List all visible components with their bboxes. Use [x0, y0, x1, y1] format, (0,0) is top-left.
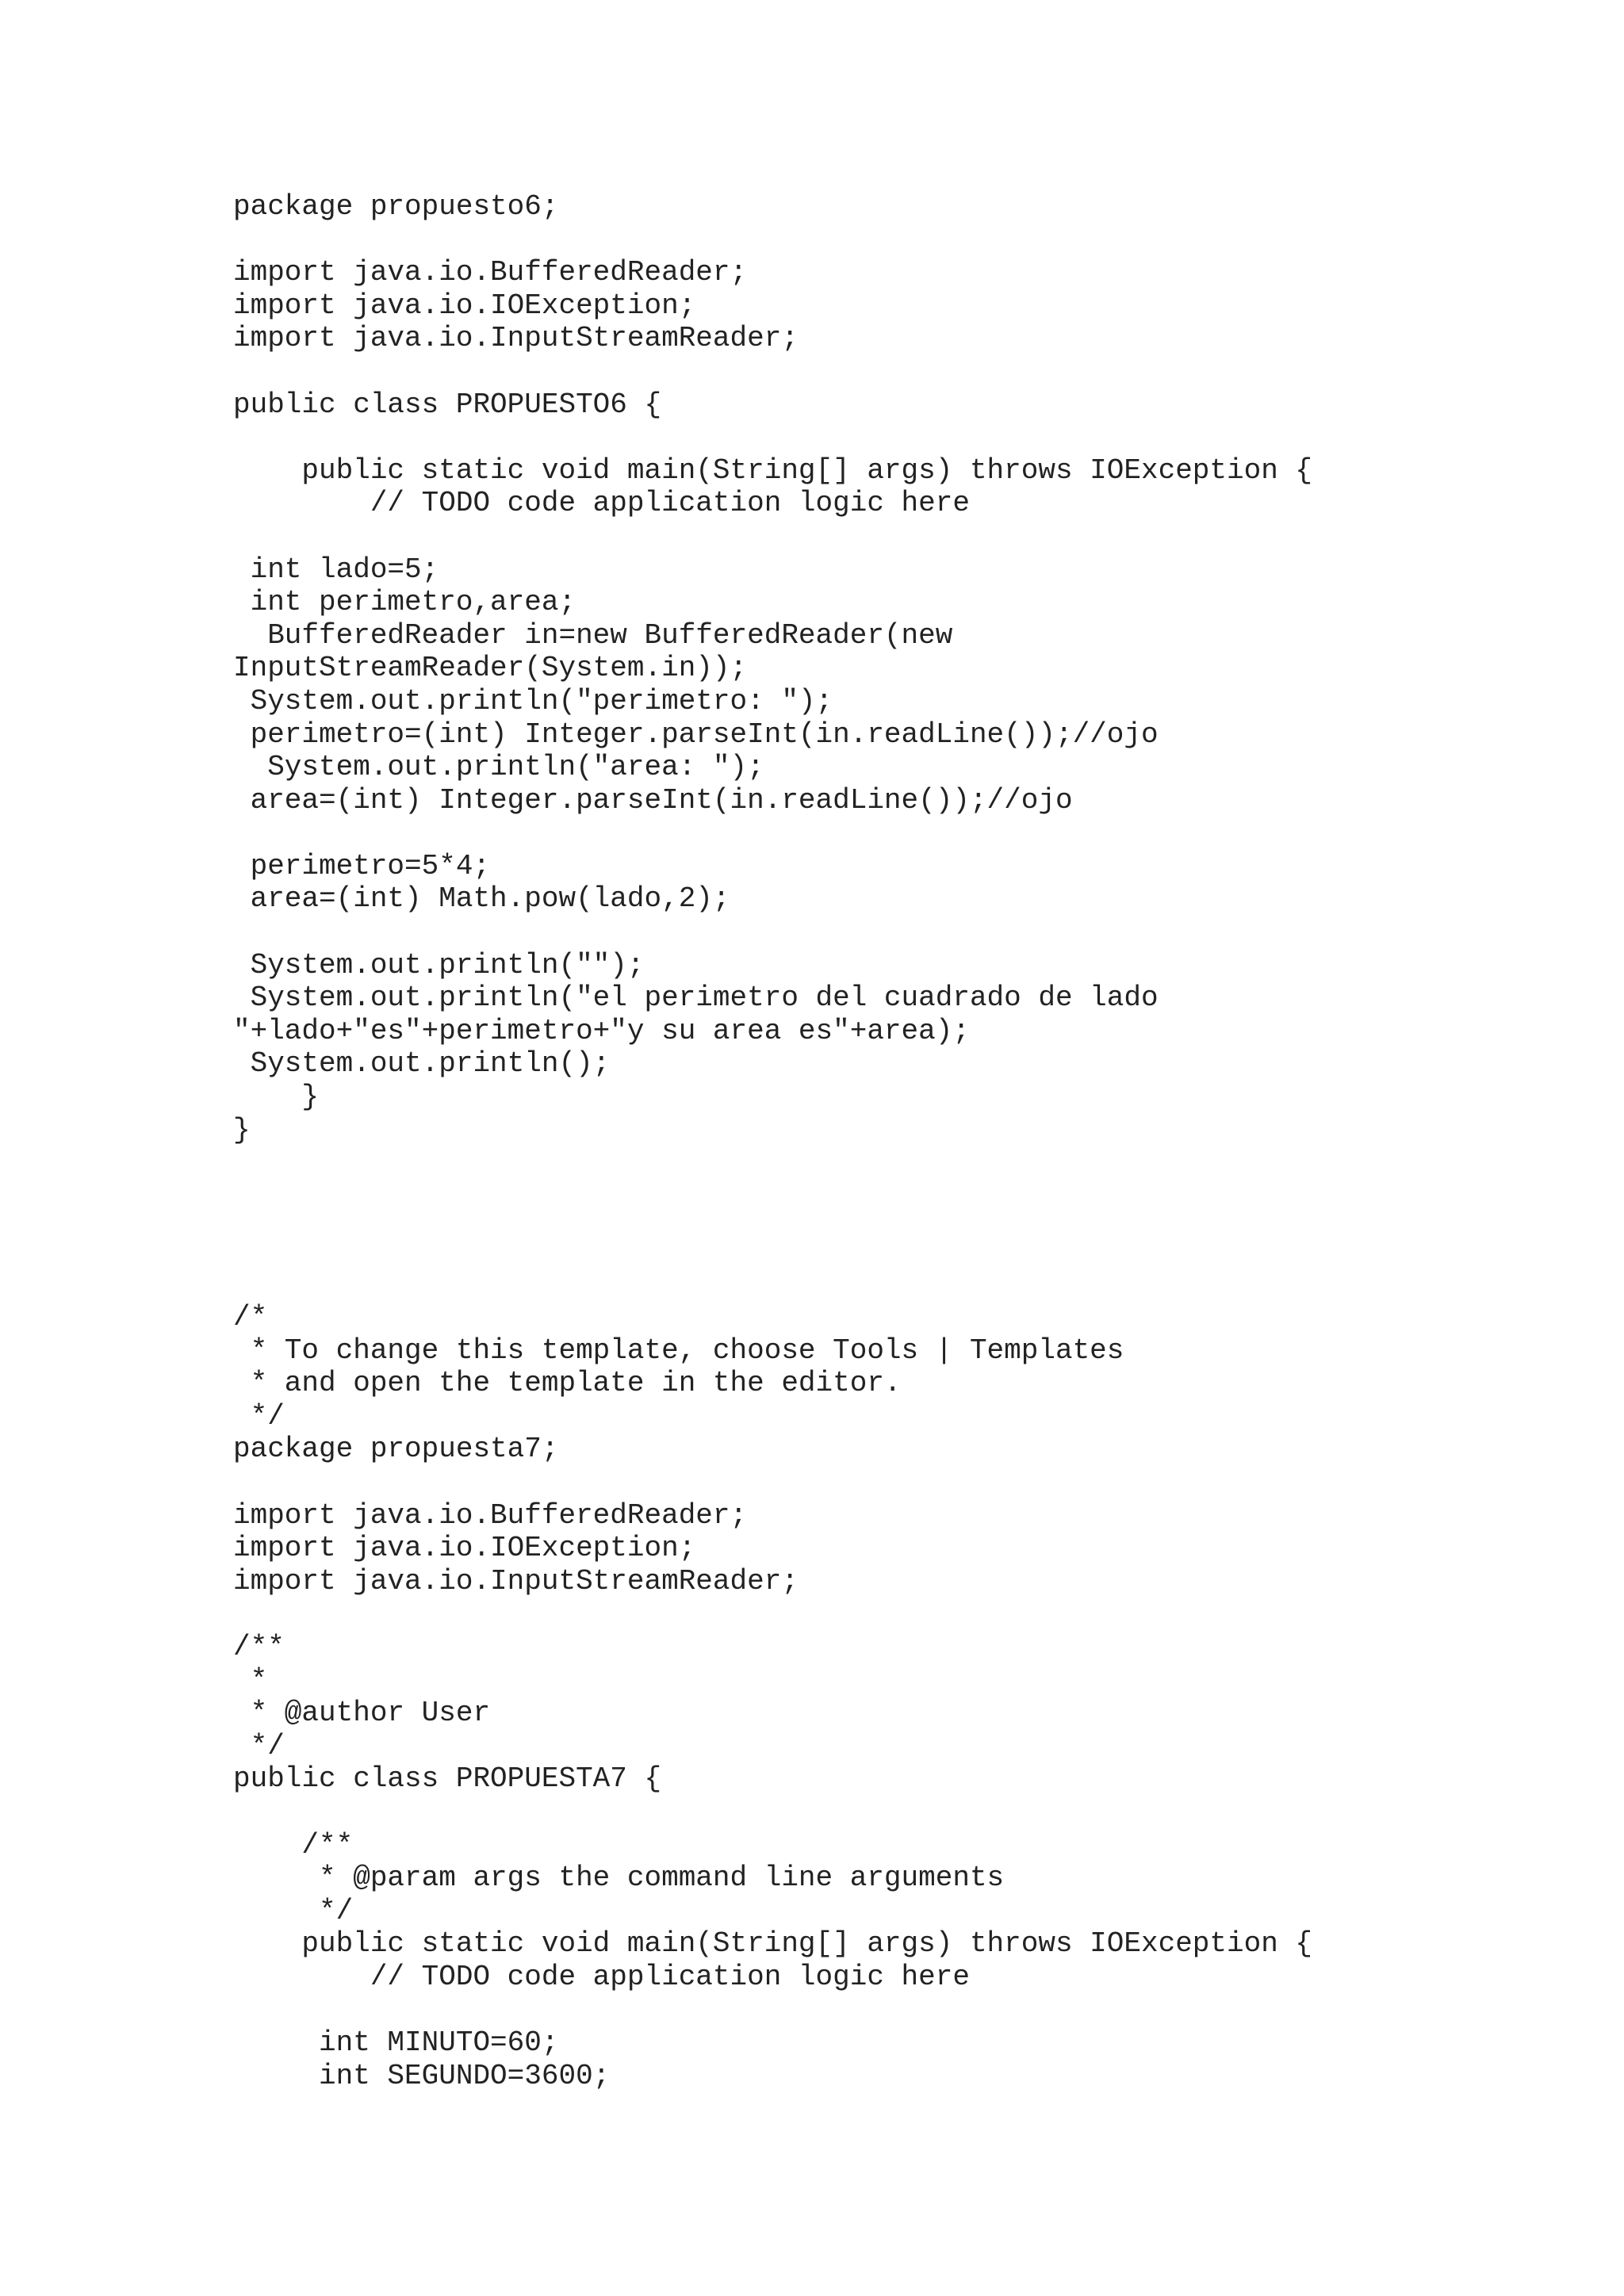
code-line: }	[233, 1081, 320, 1114]
code-line: /**	[233, 1828, 354, 1862]
code-line	[233, 916, 1312, 949]
code-line: import java.io.InputStreamReader;	[233, 1564, 799, 1598]
code-line: */	[233, 1399, 285, 1433]
code-line	[233, 520, 1312, 553]
code-line: int SEGUNDO=3600;	[233, 2059, 611, 2092]
code-line: // TODO code application logic here	[233, 487, 970, 520]
code-line	[233, 1993, 1312, 2026]
code-line: import java.io.IOException;	[233, 1532, 696, 1565]
code-line: import java.io.IOException;	[233, 289, 696, 322]
code-line: }	[233, 1113, 251, 1146]
code-line: System.out.println("area: ");	[233, 751, 764, 784]
code-line: * To change this template, choose Tools | Templates	[233, 1334, 1124, 1367]
code-line: import java.io.InputStreamReader;	[233, 322, 799, 355]
code-line: import java.io.BufferedReader;	[233, 256, 748, 289]
code-line: package propuesta7;	[233, 1433, 559, 1466]
code-line: area=(int) Math.pow(lado,2);	[233, 882, 730, 916]
code-line: BufferedReader in=new BufferedReader(new	[233, 618, 953, 652]
code-line: perimetro=5*4;	[233, 849, 491, 882]
code-line: System.out.println("el perimetro del cuadrado de lado	[233, 982, 1159, 1015]
code-line: System.out.println();	[233, 1047, 611, 1081]
code-line: perimetro=(int) Integer.parseInt(in.readLine());//ojo	[233, 718, 1159, 751]
code-line: System.out.println("perimetro: ");	[233, 684, 833, 718]
code-line: public static void main(String[] args) throws IOException {	[233, 1927, 1313, 1961]
code-line	[233, 1466, 1312, 1499]
code-line: "+lado+"es"+perimetro+"y su area es"+area);	[233, 1014, 970, 1047]
code-line: System.out.println("");	[233, 948, 645, 982]
code-line: * @param args the command line arguments	[233, 1862, 1005, 1895]
code-line: public class PROPUESTA7 {	[233, 1762, 662, 1796]
code-line: public static void main(String[] args) throws IOException {	[233, 453, 1313, 487]
code-line: */	[233, 1894, 354, 1927]
code-line: int perimetro,area;	[233, 586, 576, 619]
code-line	[233, 817, 1312, 850]
code-line: public class PROPUESTO6 {	[233, 388, 662, 421]
code-line: int lado=5;	[233, 553, 439, 586]
code-line	[233, 1598, 1312, 1631]
code-line: area=(int) Integer.parseInt(in.readLine());//ojo	[233, 783, 1073, 817]
code-line: *	[233, 1663, 268, 1697]
code-line	[233, 224, 1312, 257]
code-line: /*	[233, 1301, 268, 1334]
code-block-propuesto6	[233, 190, 1312, 1146]
code-line	[233, 421, 1312, 454]
code-line: /**	[233, 1630, 285, 1663]
code-line: InputStreamReader(System.in));	[233, 652, 748, 685]
code-line	[233, 1796, 1312, 1829]
code-line	[233, 355, 1312, 388]
code-line: // TODO code application logic here	[233, 1960, 970, 1993]
code-line: * and open the template in the editor.	[233, 1367, 902, 1400]
code-line: */	[233, 1729, 285, 1762]
code-line: package propuesto6;	[233, 190, 559, 223]
code-line: import java.io.BufferedReader;	[233, 1498, 748, 1532]
code-line: * @author User	[233, 1697, 491, 1730]
code-block-propuesta7	[233, 1301, 1312, 2092]
code-line: int MINUTO=60;	[233, 2026, 559, 2060]
